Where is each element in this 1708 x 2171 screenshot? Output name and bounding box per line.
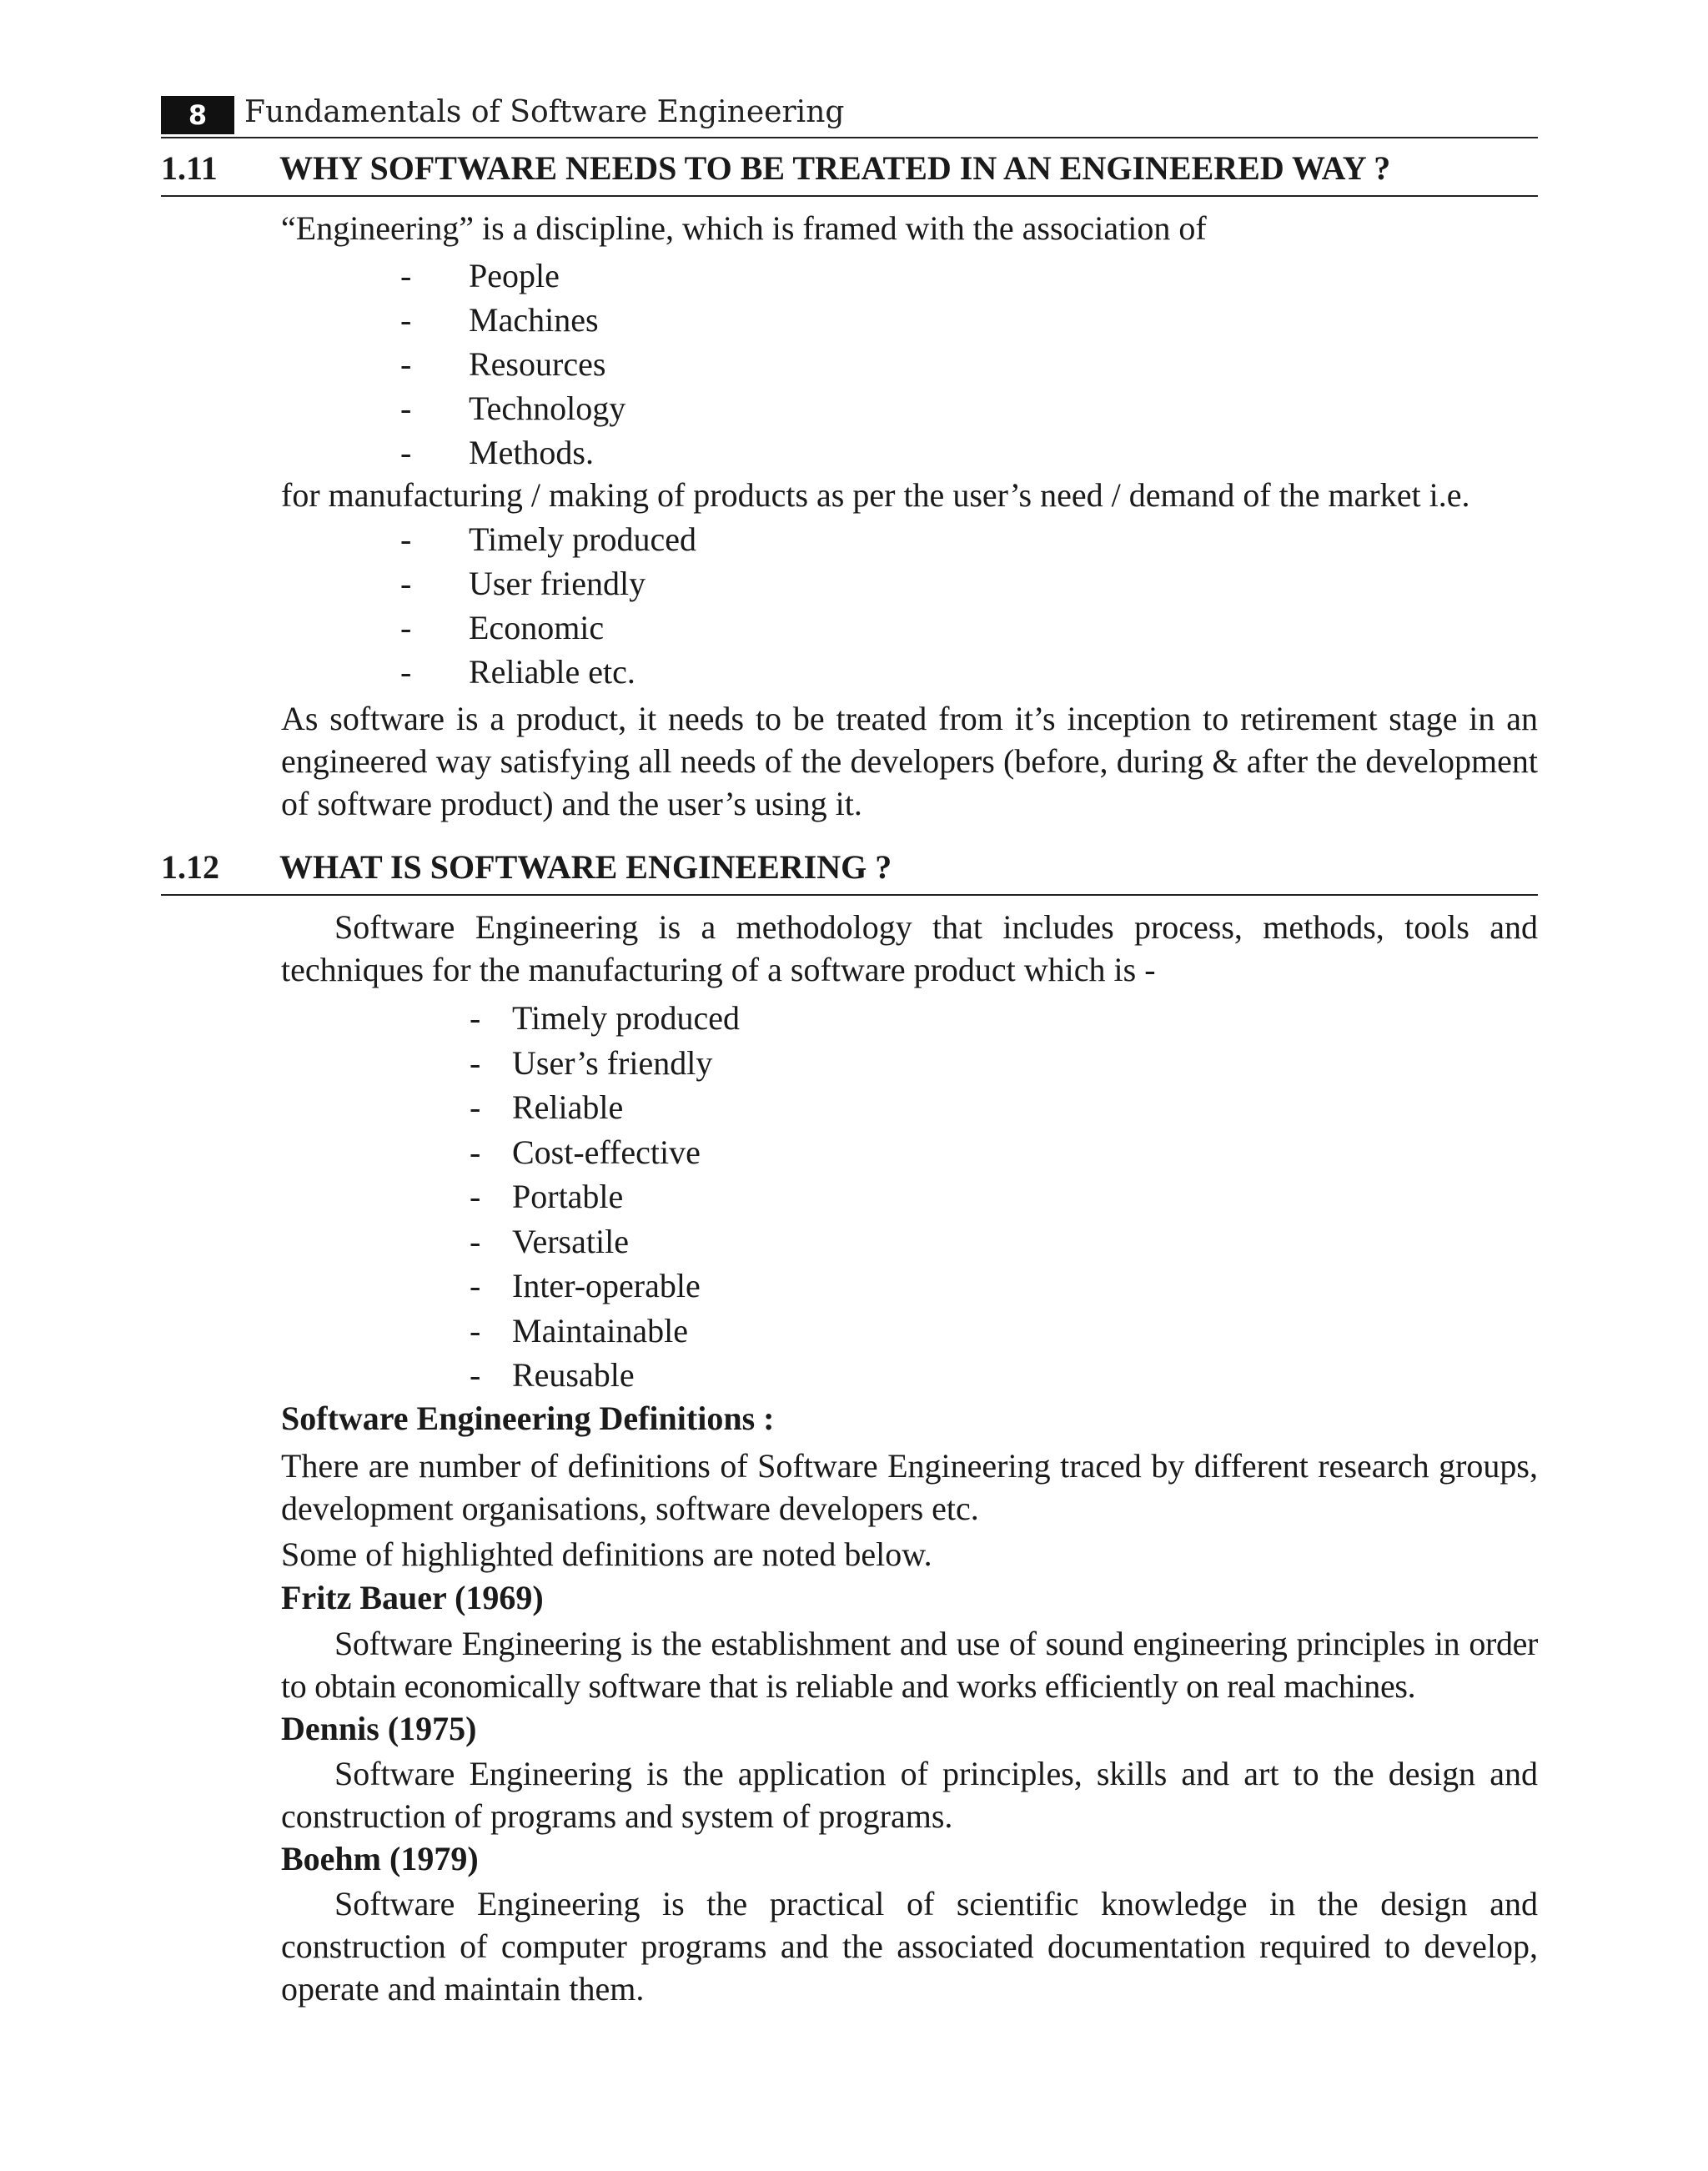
definitions-note: Some of highlighted definitions are noted below. (281, 1535, 932, 1573)
list-dash: - (400, 345, 412, 383)
list-item-text: Economic (469, 609, 605, 646)
list-item-text: Versatile (512, 1222, 629, 1260)
list-item-text: Resources (469, 345, 606, 383)
list-dash: - (400, 434, 412, 471)
list-dash: - (400, 565, 412, 602)
list-item-text: User’s friendly (512, 1043, 713, 1082)
list-dash: - (400, 609, 412, 646)
book-title: Fundamentals of Software Engineering (244, 95, 845, 129)
list-item-text: Methods. (469, 434, 594, 471)
list-dash: - (400, 520, 412, 558)
running-header (161, 90, 1538, 138)
section-heading-1-12 (161, 842, 1538, 896)
conclusion-paragraph: As software is a product, it needs to be treated from it’s inception to retirement stage in an engineered way satisfying all needs of the developers (before, during & after the development of software product) and the user’s using it. (281, 700, 1538, 822)
list-item-text: Timely produced (469, 520, 696, 558)
engineering-intro: “Engineering” is a discipline, which is framed with the association of (281, 209, 1207, 247)
list-dash: - (470, 1222, 481, 1260)
list-item-text: People (469, 257, 560, 294)
list-dash: - (400, 389, 412, 427)
list-item-text: User friendly (469, 565, 646, 602)
list-item-text: Reliable etc. (469, 653, 635, 691)
definition-text: Software Engineering is the application of principles, skills and art to the design and construction of programs and system of programs. (281, 1755, 1538, 1835)
list-dash: - (470, 1133, 481, 1171)
list-dash: - (400, 653, 412, 691)
definitions-intro: There are number of definitions of Software Engineering traced by different research groups, development organisations, software developers etc. (281, 1447, 1538, 1527)
list-dash: - (470, 1311, 481, 1349)
list-dash: - (470, 1267, 481, 1304)
list-dash: - (470, 1043, 481, 1082)
section-title: WHY SOFTWARE NEEDS TO BE TREATED IN AN ENGINEERED WAY ? (279, 149, 1391, 187)
definition-author: Dennis (1975) (281, 1710, 477, 1747)
definition-text: Software Engineering is the establishment and use of sound engineering principles in order to obtain economically software that is reliable and works efficiently on real machines. (281, 1625, 1538, 1705)
software-engineering-intro: Software Engineering is a methodology that includes process, methods, tools and techniques for the manufacturing of a software product which is - (281, 908, 1538, 988)
list-item-text: Reusable (512, 1356, 635, 1394)
list-item-text: Portable (512, 1178, 624, 1215)
section-number: 1.12 (161, 848, 219, 886)
list-item-text: Cost-effective (512, 1133, 701, 1171)
list-item-text: Maintainable (512, 1311, 689, 1349)
list-dash: - (470, 1088, 481, 1126)
section-heading-1-11 (161, 143, 1538, 197)
definition-author: Boehm (1979) (281, 1840, 479, 1877)
definition-author: Fritz Bauer (1969) (281, 1579, 544, 1616)
purpose-line: for manufacturing / making of products as per the user’s need / demand of the market i.e. (281, 476, 1470, 514)
list-item-text: Technology (469, 389, 626, 427)
definition-text: Software Engineering is the practical of scientific knowledge in the design and construction of computer programs and the associated documentation required to develop, operate and maintain them. (281, 1885, 1538, 2008)
list-dash: - (470, 999, 481, 1037)
list-item-text: Timely produced (512, 999, 740, 1037)
definitions-heading: Software Engineering Definitions : (281, 1400, 775, 1437)
list-dash: - (400, 301, 412, 339)
page-number: 8 (161, 96, 234, 134)
list-item-text: Reliable (512, 1088, 624, 1126)
section-number: 1.11 (161, 149, 218, 187)
list-dash: - (470, 1356, 481, 1394)
section-title: WHAT IS SOFTWARE ENGINEERING ? (279, 848, 892, 886)
list-dash: - (400, 257, 412, 294)
list-dash: - (470, 1178, 481, 1215)
list-item-text: Machines (469, 301, 599, 339)
list-item-text: Inter-operable (512, 1267, 701, 1304)
